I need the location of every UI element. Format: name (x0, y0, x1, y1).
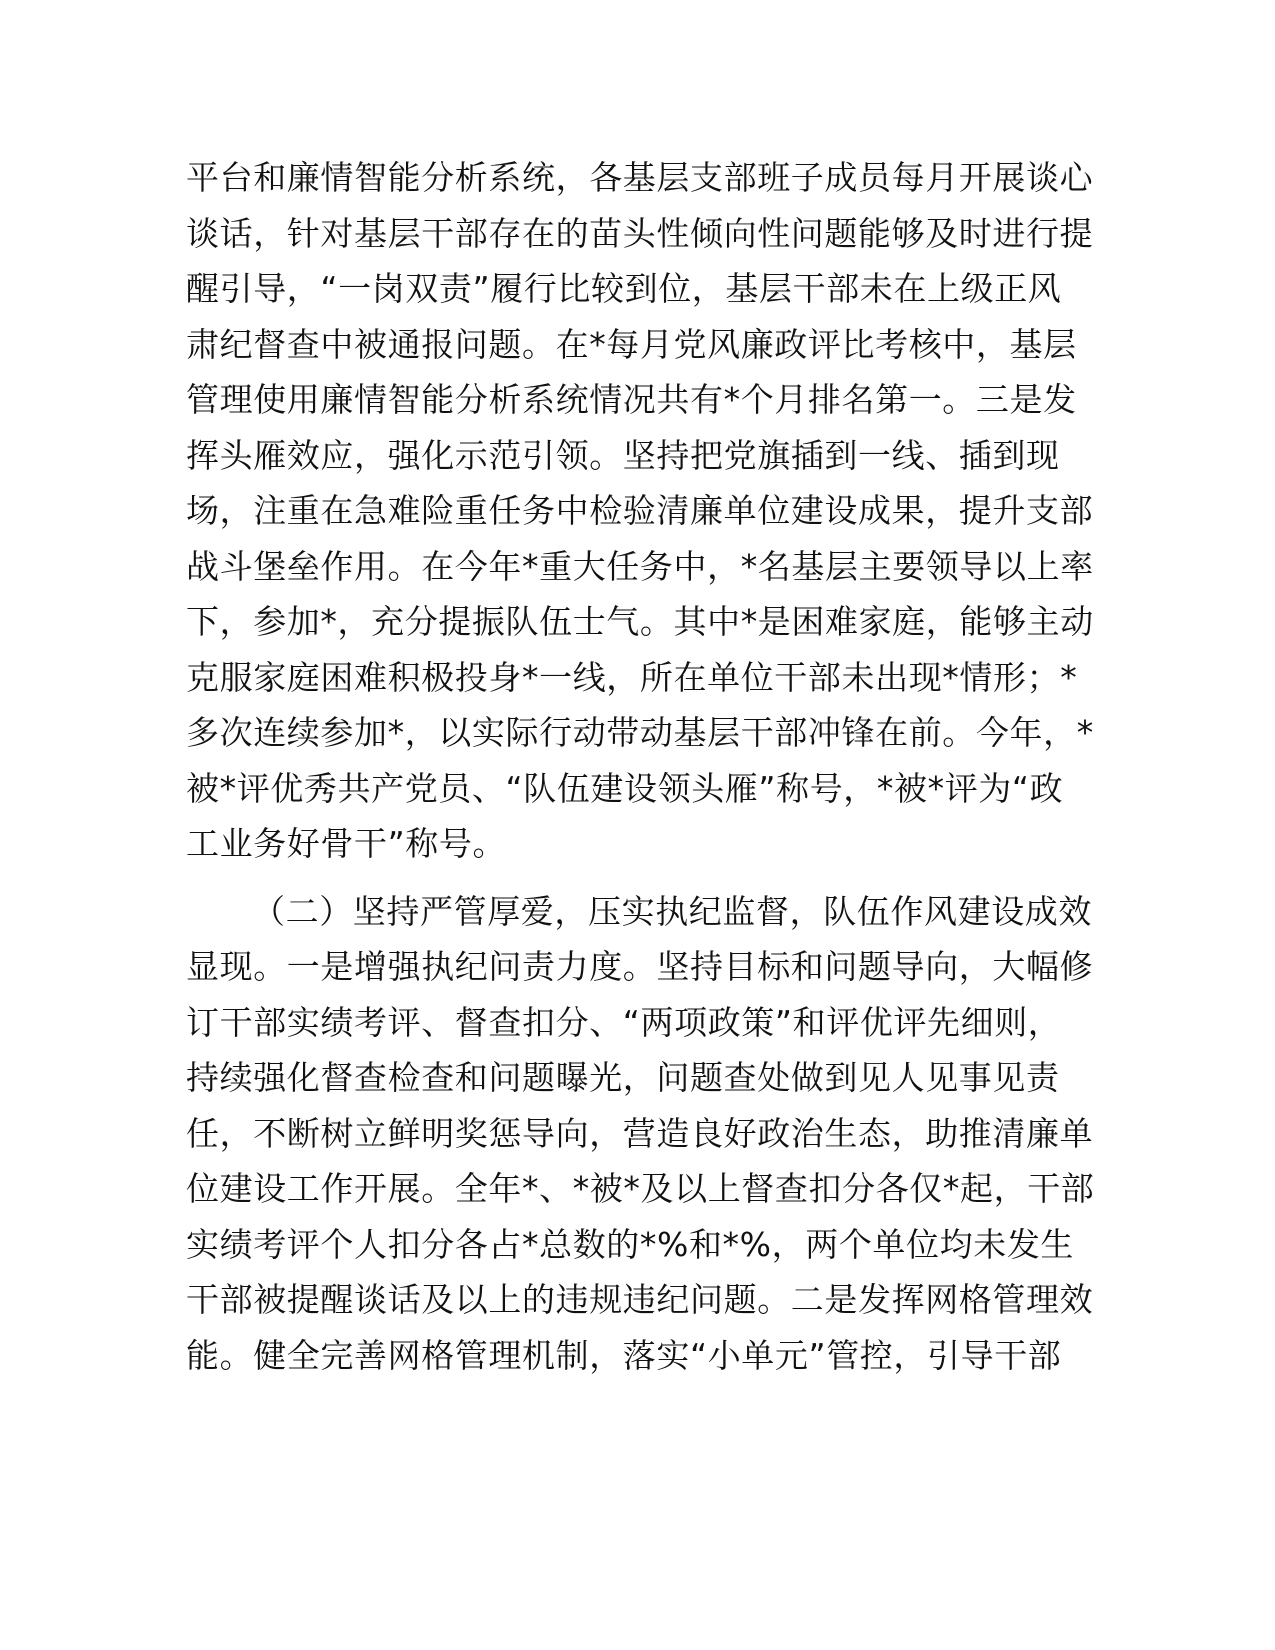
paragraph-line: 管理使用廉情智能分析系统情况共有*个月排名第一。三是发 (186, 380, 1077, 419)
paragraph-line: 下，参加*，充分提振队伍士气。其中*是困难家庭，能够主动 (186, 602, 1094, 641)
paragraph-spacer (186, 872, 1096, 884)
paragraph-line: 任，不断树立鲜明奖惩导向，营造良好政治生态，助推清廉单 (186, 1113, 1094, 1153)
paragraph-line: 醒引导，“一岗双责”履行比较到位，基层干部未在上级正风 (186, 269, 1062, 308)
paragraph-line: 干部被提醒谈话及以上的违规违纪问题。二是发挥网格管理效 (186, 1280, 1094, 1319)
paragraph-line: 位建设工作开展。全年*、*被*及以上督查扣分各仅*起，干部 (186, 1169, 1095, 1208)
paragraph-line: 肃纪督查中被通报问题。在*每月党风廉政评比考核中，基层 (186, 324, 1077, 364)
paragraph-line: 被*评优秀共产党员、“队伍建设领头雁”称号，*被*评为“政 (186, 768, 1064, 808)
paragraph-line: 克服家庭困难积极投身*一线，所在单位干部未出现*情形；* (186, 657, 1078, 697)
paragraph-line: （二）坚持严管厚爱，压实执纪监督，队伍作风建设成效 (252, 891, 1092, 931)
document-body (186, 150, 1096, 1383)
paragraph-2 (186, 884, 1096, 1384)
paragraph-line: 战斗堡垒作用。在今年*重大任务中，*名基层主要领导以上率 (186, 546, 1094, 586)
paragraph-line: 显现。一是增强执纪问责力度。坚持目标和问题导向，大幅修 (186, 947, 1094, 986)
paragraph-line: 场，注重在急难险重任务中检验清廉单位建设成果，提升支部 (186, 491, 1094, 530)
paragraph-line: 平台和廉情智能分析系统，各基层支部班子成员每月开展谈心 (186, 158, 1094, 197)
paragraph-line: 持续强化督查检查和问题曝光，问题查处做到见人见事见责 (186, 1058, 1060, 1097)
paragraph-line: 实绩考评个人扣分各占*总数的*%和*%，两个单位均未发生 (186, 1224, 1075, 1264)
paragraph-1 (186, 150, 1096, 872)
paragraph-line: 谈话，针对基层干部存在的苗头性倾向性问题能够及时进行提 (186, 213, 1094, 253)
paragraph-line: 多次连续参加*，以实际行动带动基层干部冲锋在前。今年，* (186, 713, 1094, 752)
paragraph-line: 工业务好骨干”称号。 (186, 824, 507, 863)
paragraph-line: 能。健全完善网格管理机制，落实“小单元”管控，引导干部 (186, 1335, 1062, 1375)
paragraph-line: 订干部实绩考评、督查扣分、“两项政策”和评优评先细则， (186, 1002, 1062, 1042)
paragraph-line: 挥头雁效应，强化示范引领。坚持把党旗插到一线、插到现 (186, 435, 1060, 475)
